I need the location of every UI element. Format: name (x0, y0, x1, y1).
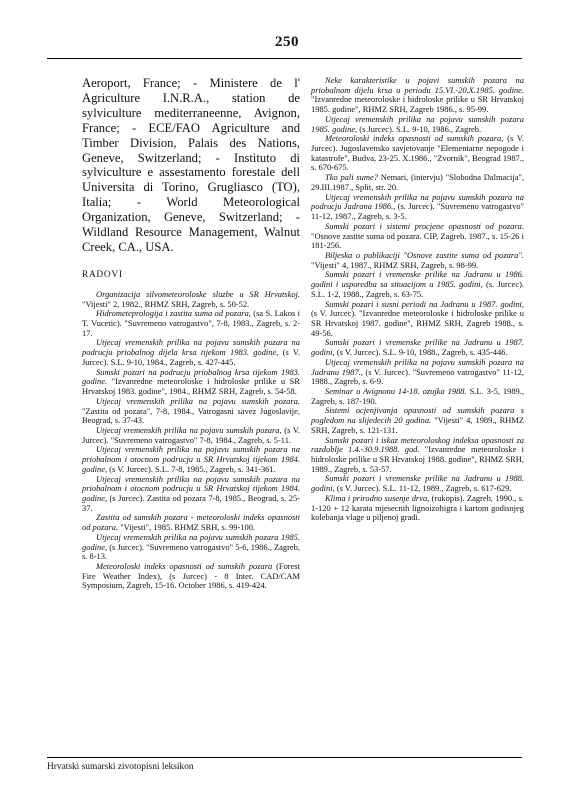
entry-title: Utjecaj vremenskih prilika na pojavu sumskih pozara, (96, 424, 282, 435)
bibliography-entry (311, 474, 524, 493)
right-entry-list (311, 76, 524, 523)
entry-details: "Vijesti" 4, 1987., RHMZ SRH, Zagreb, s. 98-99. (311, 259, 479, 270)
entry-title: Meteoroloski indeks opasnosti od sumskih pozara (96, 561, 273, 571)
entry-title: Hidrometeprologija i zastita suma od pozara, (96, 308, 251, 319)
entry-title: Sumski pozari i susni periodi na Jadranu u 1987. godini, (325, 298, 524, 309)
entry-title: Organizacija silvometeoroloske sluzbe u SR Hrvatskoj. (96, 288, 300, 299)
entry-details: "Izvanredne meteoroloske i hidroloske prilike u SR Hrvatskoj 1983. godine", 1984., RHMZ SRH, Zagreb, s. 54-58. (82, 376, 300, 397)
entry-details: (s Jurcec). Zastita od pozara 7-8, 1985., Beograd, s. 25-37. (82, 492, 300, 513)
bibliography-entry (311, 270, 524, 299)
entry-title: Utjecaj vremenskih prilika na pojavu sumskih pozara 1985. godine, (311, 113, 524, 134)
entry-title: Meteoroloski indeks opasnosti od sumskih pozara, (325, 133, 504, 144)
bibliography-entry (82, 290, 300, 309)
entry-details: "Vijesti", 1985. RHMZ SRH, s. 99-100. (118, 522, 256, 533)
entry-title: Utjecaj vremenskih prilika na pojavu sumskih pozara na podrucju priobalnog dijela krsa tijekom 1983. godine, (82, 337, 300, 358)
bibliography-entry (82, 445, 300, 474)
entry-details: "Izvanredne meteoroloske i hidroloske prilike u SR Hrvatskoj 1988. godine", RHMZ SRH, 1989., Zagreb, s. 53-57. (311, 444, 525, 474)
bibliography-entry (311, 436, 524, 475)
intro-paragraph: Aeroport, France; - Ministere de l' Agriculture I.N.R.A., station de sylviculture mediterraneenne, Avignon, France; - ECE/FAO Agriculture and Timber Division, Palais des Nations, Geneve, Switzerland; - Instituto di sylviculture e assestamento forestale dell Universita di Torino, Grugliasco (TO), Italia; - World Meteorological Organization, Geneve, Switzerland; - Wildland Resource Management, Walnut Creek, CA., USA. (82, 76, 300, 254)
bibliography-entry (311, 300, 524, 339)
entry-title: Utjecaj vremenskih prilika na pojavu sumskih pozara na priobalnom i otocnom podrucju u SR Hrvatskoj tijekom 1984. godine, (82, 444, 300, 474)
entry-details: "Zastita od pozara", 7-8, 1984., Vatrogasni savez Jugoslavije, Beograd, s. 37-43. (82, 405, 300, 426)
entry-title: Seminar u Avignonu 14-18. ozujka 1988. (325, 386, 467, 396)
bibliography-entry (82, 368, 300, 397)
bibliography-entry (82, 513, 300, 532)
entry-details: (s V. Jurcec). S.L. 9-10, 1984., Zagreb, s. 427-445. (82, 347, 300, 367)
bibliography-entry (311, 406, 524, 435)
entry-details: (s V. Jurcec). Jugoslavensko savjetovanje "Elementarne nepogode i katastrofe", Budva, 23-25. X.1986., "Zvornik", Beograd 1987., s. 670-675. (311, 133, 524, 173)
entry-title: Utjecaj vremenskih prilika na pojavu sumskih pozara na priobalnom i otocnom podrucju u SR Hrvatskoj tijekom 1984. godine, (82, 473, 300, 503)
bibliography-entry (311, 387, 524, 406)
footer-text: Hrvatski sumarski zivotopisni leksikon (47, 762, 194, 772)
entry-details: "Osnove zastite suma od pozara. CIP, Zagreb. 1987., s. 15-26 i 181-256. (311, 230, 524, 251)
entry-details: (s V. Jurcec). "Suvremeno vatrogastvo" 11-12, 1988., Zagreb, s. 6-9. (311, 366, 525, 387)
entry-title: Sumski pozari i vremenske prilike na Jadranu u 1988. godini, (311, 473, 524, 494)
entry-title: Sumski pozari i iskaz meteoroloskog indeksa opasnosti za razdoblje 1.4.-30.9.1988. god. (311, 434, 524, 455)
entry-title: Utjecaj vremenskih prilika na pojavu sumskih pozara. (96, 395, 300, 406)
bibliography-entry (82, 309, 300, 338)
entry-details: "Vijesti" 2, 1982., RHMZ SRH, Zagreb, s. 50-52. (82, 298, 250, 309)
bibliography-entry (311, 173, 524, 192)
bibliography-entry (311, 193, 524, 222)
bibliography-entry (311, 134, 524, 173)
entry-details: (s V. Jurcec). "Suvremeno vatrogastvo" 7-8, 1984., Zagreb, s. 5-11. (82, 424, 300, 445)
page-number: 250 (275, 34, 299, 50)
entry-title: Tko pali sume? (325, 172, 378, 183)
section-heading: RADOVI (82, 269, 123, 280)
entry-details: (s V. Jurcec). S.L. 7-8, 1985., Zagreb, s. 341-361. (107, 463, 276, 474)
entry-title: Zastita od sumskih pozara - meteoroloski indeks opasnosti od pozara. (82, 512, 300, 533)
entry-details: (s Jurcec). "Suvremeno vatrogastvo" 5-6, 1986., Zagreb, s. 8-13. (82, 541, 300, 562)
entry-title: Sumski pozari i sistemi procjene opasnosti od pozara. (325, 220, 524, 231)
left-column (82, 76, 300, 591)
entry-title: Sumski pozari i vremenske prilike na Jadranu u 1986. godini i usporedba sa situacijom u 1985. godini, (311, 269, 524, 290)
entry-details: (rukopis). Zagreb, 1990., s. 1-120 + 12 karata mjesecnih lignoizohigra i kartom godisnjeg kolebanja vlage u piljenoj gradi. (311, 492, 525, 523)
entry-title: Biljeska o publikaciji "Osnove zastite suma od pozara". (325, 249, 524, 260)
entry-title: Utjecaj vremenskih prilika na pojavu sumskih pozara 1985. godine, (82, 531, 300, 552)
entry-details: S.L. 3-5, 1989., Zagreb, s. 187-190. (311, 386, 524, 406)
bibliography-entry (311, 358, 524, 387)
entry-title: Sumski pozari na podrucju priobalnog krsa tijekom 1983. godine. (82, 366, 300, 387)
bibliography-entry (82, 338, 300, 367)
bibliography-entry (311, 115, 524, 134)
entry-title: Klima i prirodno susenje drva, (325, 492, 430, 503)
left-entry-list (82, 290, 300, 591)
bibliography-entry (311, 494, 524, 523)
bibliography-entry (311, 222, 524, 251)
entry-details: (s V. Jurcec). "Izvanredne meteoroloske i hidroloske prilike u SR Hrvatskoj 1987. godine", RHMZ SRH, Zagreb 1988., s. 49-56. (311, 308, 524, 338)
header-rule (47, 58, 522, 59)
bibliography-entry (82, 426, 300, 445)
bibliography-entry (311, 251, 524, 270)
entry-title: Sumski pozari i vremenske prilike na Jadranu u 1987. godini, (311, 337, 524, 358)
entry-details: (sa S. Lakos i T. Vucetic). "Suvremeno vatrogastvo", 7-8, 1983., Zagreb, s. 2-17. (82, 308, 300, 338)
bibliography-entry (82, 533, 300, 562)
right-column (311, 76, 524, 523)
bibliography-entry (311, 338, 524, 357)
footer-rule (47, 757, 522, 758)
entry-details: "Izvanredne meteoroloske i hidroloske prilike u SR Hrvatskoj 1985. godine", RHMZ SRH, Zagreb 1986., s. 95-99. (311, 94, 524, 115)
entry-details: "Vijesti" 4, 1989., RHMZ SRH, Zagreb, s. 121-131. (311, 415, 524, 435)
entry-details: (s. Jurcec). S.L. 1-2, 1988., Zagreb, s. 63-75. (311, 279, 524, 299)
bibliography-entry (82, 562, 300, 591)
bibliography-entry (311, 76, 524, 115)
bibliography-entry (82, 397, 300, 426)
entry-title: Utjecaj vremenskih prilika na pojavu sumskih pozara na podrucju Jadrana 1986., (311, 191, 524, 212)
entry-details: (s V. Jurcec). S.L. 11-12, 1989., Zagreb, s. 617-629. (334, 483, 512, 494)
entry-details: Nemari, (intervju) "Slobodna Dalmacija", 29.III.1987., Split, str. 20. (311, 172, 524, 192)
bibliography-entry (82, 475, 300, 514)
entry-details: (s V. Jurcec). S.L. 9-10, 1988., Zagreb, s. 435-446. (334, 347, 508, 358)
entry-title: Sistemi ocjenjivanja opasnosti od sumskih pozara s pogledom na slijedecih 20 godina. (311, 405, 524, 426)
entry-title: Neke karakteristike u pojavi sumskih pozara na priobalnom dijelu krsa u periodu 15.VI.-20.X.1985. godine. (311, 75, 524, 95)
entry-details: (Forest Fire Weather Index), (s Jurcec) - 8 Inter. CAD/CAM Symposium, Zagreb, 15-16. October 1986, s. 419-424. (82, 561, 300, 591)
entry-details: (s. Jurcec). "Suvremeno vatrogastvo" 11-12, 1987., Zagreb, s. 3-5. (311, 201, 524, 222)
entry-details: (s Jurcec). S.L. 9-10, 1986., Zagreb. (357, 123, 482, 134)
entry-title: Utjecaj vremenskih prilika na pojavu sumskih pozara na Jadranu 1987., (311, 356, 524, 377)
